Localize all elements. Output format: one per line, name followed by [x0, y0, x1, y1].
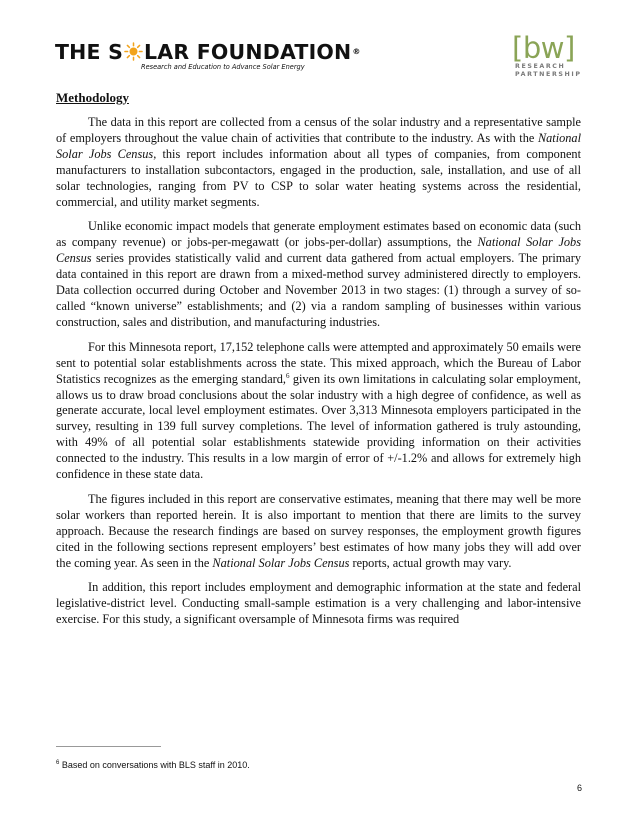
- paragraph-4-text-a: The figures included in this report are conservative estimates, meaning that there may well be more solar workers than reported herein. It is also important to mention that there are limits to the survey approach. Because the research findings are based on survey responses, the employment growth figures cited in the following sections represent employers’ best estimates of how many jobs they will add over the coming year. As seen in the: [56, 491, 581, 570]
- paragraph-1-text-a: The data in this report are collected from a census of the solar industry and a representative sample of employers throughout the value chain of activities that contribute to the industry. As with the: [56, 115, 581, 145]
- page-content: [56, 90, 581, 637]
- section-heading: Methodology: [56, 90, 129, 105]
- paragraph-5: [56, 580, 581, 628]
- bw-partnership-text: PARTNERSHIP: [515, 71, 582, 78]
- footnote-number: 6: [56, 760, 60, 766]
- bw-research-text: RESEARCH: [515, 63, 566, 70]
- paragraph-3: [56, 340, 581, 483]
- paragraph-5-text-a: In addition, this report includes employment and demographic information at the state and federal legislative-district level. Conducting small-sample estimation is a very challenging and labor-intensive exercise. For this study, a significant oversample of Minnesota firms was required: [56, 580, 581, 627]
- paragraph-2-text-a: Unlike economic impact models that generate employment estimates based on economic data (such as company revenue) or jobs-per-megawatt (or jobs-per-dollar) assumptions, the: [56, 219, 581, 250]
- paragraph-4-text-c: reports, actual growth may vary.: [349, 555, 512, 570]
- footnote-reference: 6: [285, 371, 290, 380]
- paragraph-3-text-a: For this Minnesota report, 17,152 telephone calls were attempted and approximately 50 emails were sent to potential solar establishments across the state. This mixed approach, which the Bureau of Labor Statistics recognizes as the emerging standard,: [56, 339, 581, 386]
- registered-mark: ®: [352, 47, 361, 56]
- bw-mark: [bw]: [512, 31, 575, 65]
- page-number: 6: [576, 783, 582, 793]
- logo-text-part1: THE S: [55, 40, 124, 64]
- paragraph-1-italic: National Solar Jobs Census: [56, 130, 581, 161]
- sun-icon: [124, 42, 143, 61]
- paragraph-2-text-c: series provides statistically valid and current data gathered from actual employers. The primary data contained in this report are drawn from a mixed-method survey administered directly to employers. Data collection occurred during October and November 2013 in two stages: (1) through a survey of so-called “known universe” establishments; and (2) via a random sampling of businesses within various construction, sales and distribution, and manufacturing industries.: [56, 251, 581, 329]
- paragraph-4-italic: National Solar Jobs Census: [212, 555, 350, 570]
- solar-foundation-logo: [55, 41, 361, 71]
- footnote-divider: [56, 746, 161, 747]
- paragraph-1: [56, 115, 581, 210]
- footnote: [56, 760, 250, 770]
- bw-research-logo: [512, 33, 584, 79]
- logo-text-part2: LAR FOUNDATION: [144, 40, 352, 64]
- paragraph-2-italic: National Solar Jobs Census: [56, 235, 581, 266]
- footnote-text: Based on conversations with BLS staff in 2010.: [59, 760, 250, 770]
- paragraph-4: [56, 492, 581, 572]
- logo-tagline: Research and Education to Advance Solar Energy: [141, 63, 305, 71]
- paragraph-1-text-c: , this report includes information about all types of companies, from component manufacturers to installation subcontactors, engaged in the production, sale, installation, and use of all solar technologies, ranging from PV to CSP to solar water heating systems across the residential, commercial, and utility market segments.: [56, 146, 581, 209]
- solar-foundation-wordmark: [55, 41, 361, 63]
- page-header: [0, 0, 638, 100]
- paragraph-3-text-b: given its own limitations in calculating solar employment, allows us to draw broad conclusions about the solar industry with a high degree of confidence, as well as generate accurate, local level employment estimates. Over 3,313 Minnesota employers participated in the survey, resulting in 139 full survey completions. The level of information gathered is truly astounding, with 49% of all potential solar establishments statewide providing information on their activities connected to the industry. This results in a low margin of error of +/-1.2% and allows for extremely high confidence in these state data.: [56, 371, 581, 482]
- paragraph-2: [56, 219, 581, 330]
